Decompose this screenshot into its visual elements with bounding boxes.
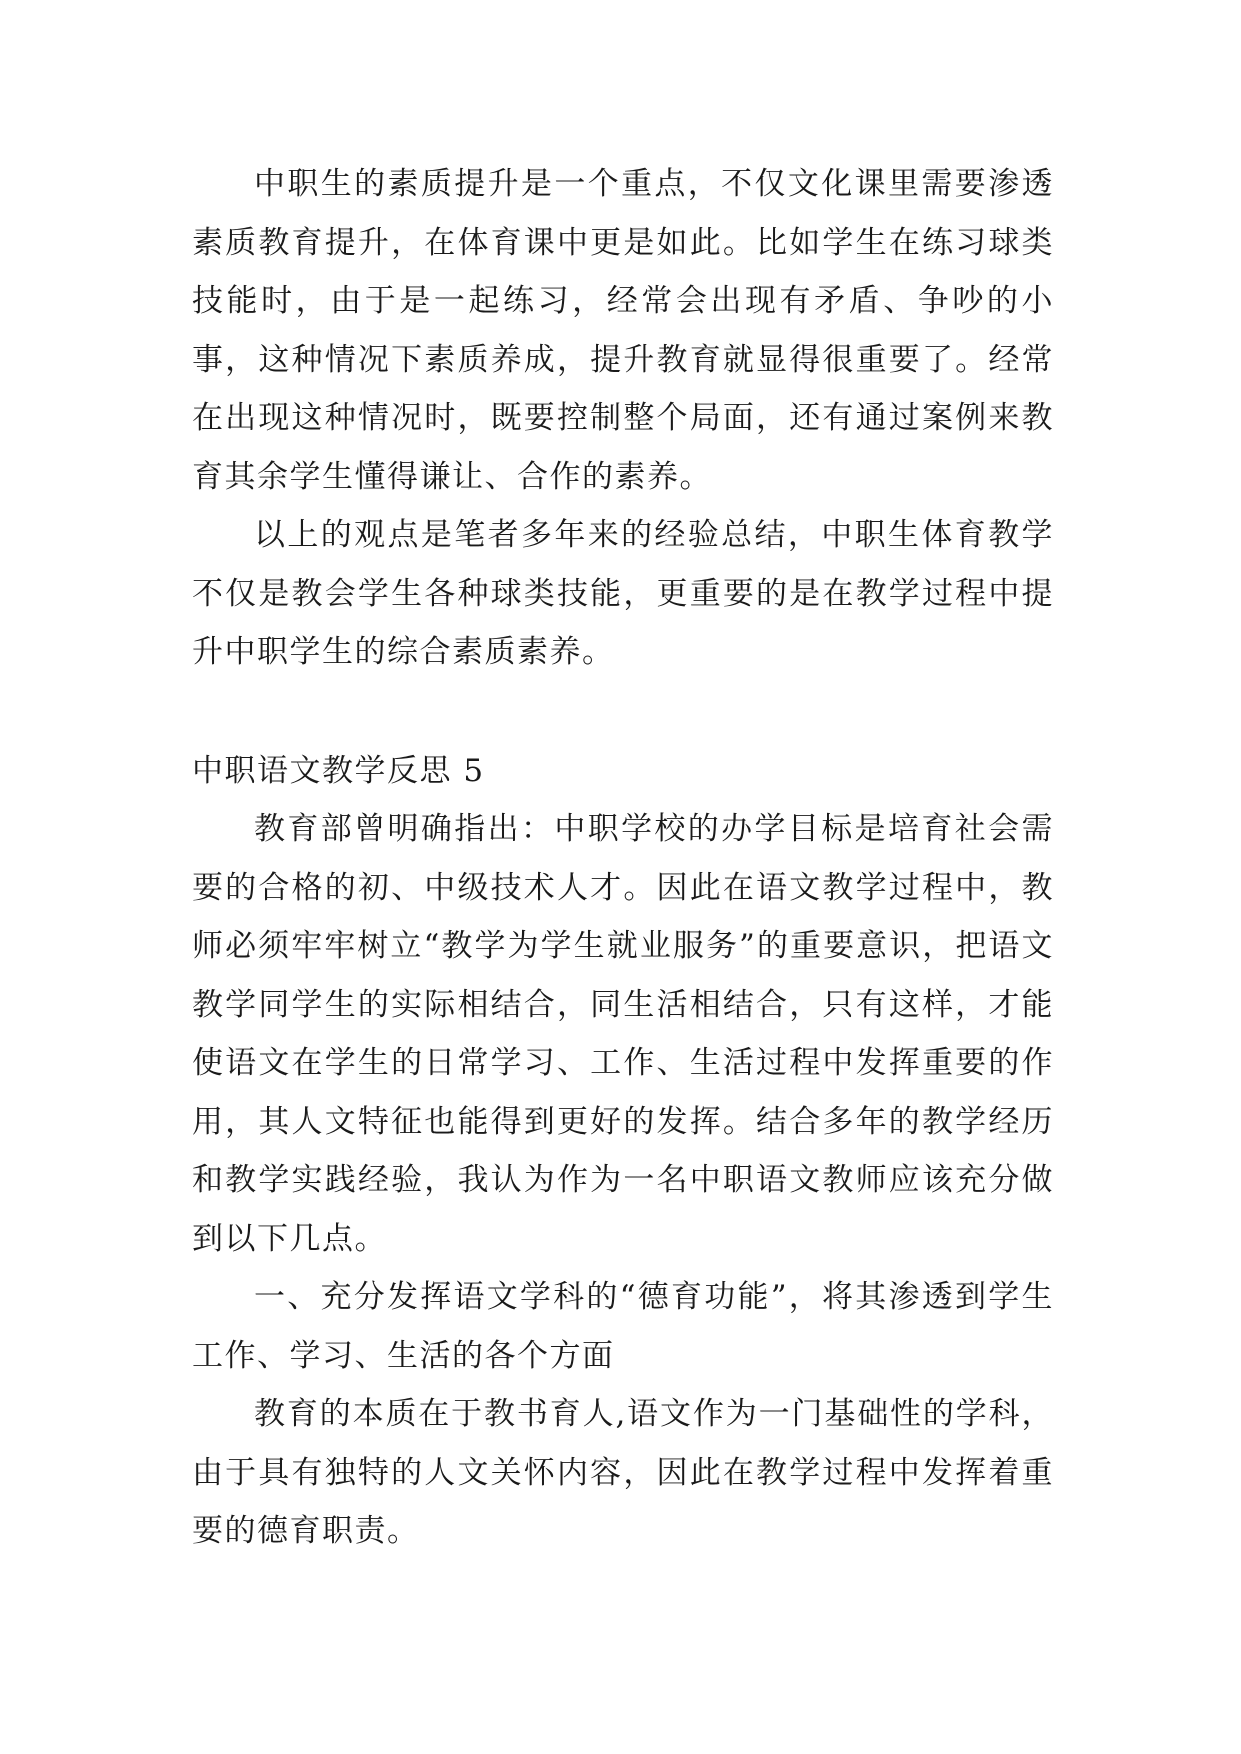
body-paragraph: 教育的本质在于教书育人,语文作为一门基础性的学科，由于具有独特的人文关怀内容，因此在教学过程中发挥着重要的德育职责。 xyxy=(192,1396,1054,1549)
section-spacer xyxy=(192,682,1054,742)
subheading-paragraph: 一、充分发挥语文学科的“德育功能”，将其渗透到学生工作、学习、生活的各个方面 xyxy=(192,1279,1054,1374)
body-paragraph: 教育部曾明确指出：中职学校的办学目标是培育社会需要的合格的初、中级技术人才。因此在语文教学过程中，教师必须牢牢树立“教学为学生就业服务”的重要意识，把语文教学同学生的实际相结合，同生活相结合，只有这样，才能使语文在学生的日常学习、工作、生活过程中发挥重要的作用，其人文特征也能得到更好的发挥。结合多年的教学经历和教学实践经验，我认为作为一名中职语文教师应该充分做到以下几点。 xyxy=(192,811,1054,1257)
body-paragraph: 以上的观点是笔者多年来的经验总结，中职生体育教学不仅是教会学生各种球类技能，更重要的是在教学过程中提升中职学生的综合素质素养。 xyxy=(192,517,1054,670)
body-paragraph: 中职生的素质提升是一个重点，不仅文化课里需要渗透素质教育提升，在体育课中更是如此。比如学生在练习球类技能时，由于是一起练习，经常会出现有矛盾、争吵的小事，这种情况下素质养成，提升教育就显得很重要了。经常在出现这种情况时，既要控制整个局面，还有通过案例来教育其余学生懂得谦让、合作的素养。 xyxy=(192,166,1054,495)
document-page xyxy=(192,155,1054,1561)
section-title: 中职语文教学反思 5 xyxy=(192,752,485,789)
